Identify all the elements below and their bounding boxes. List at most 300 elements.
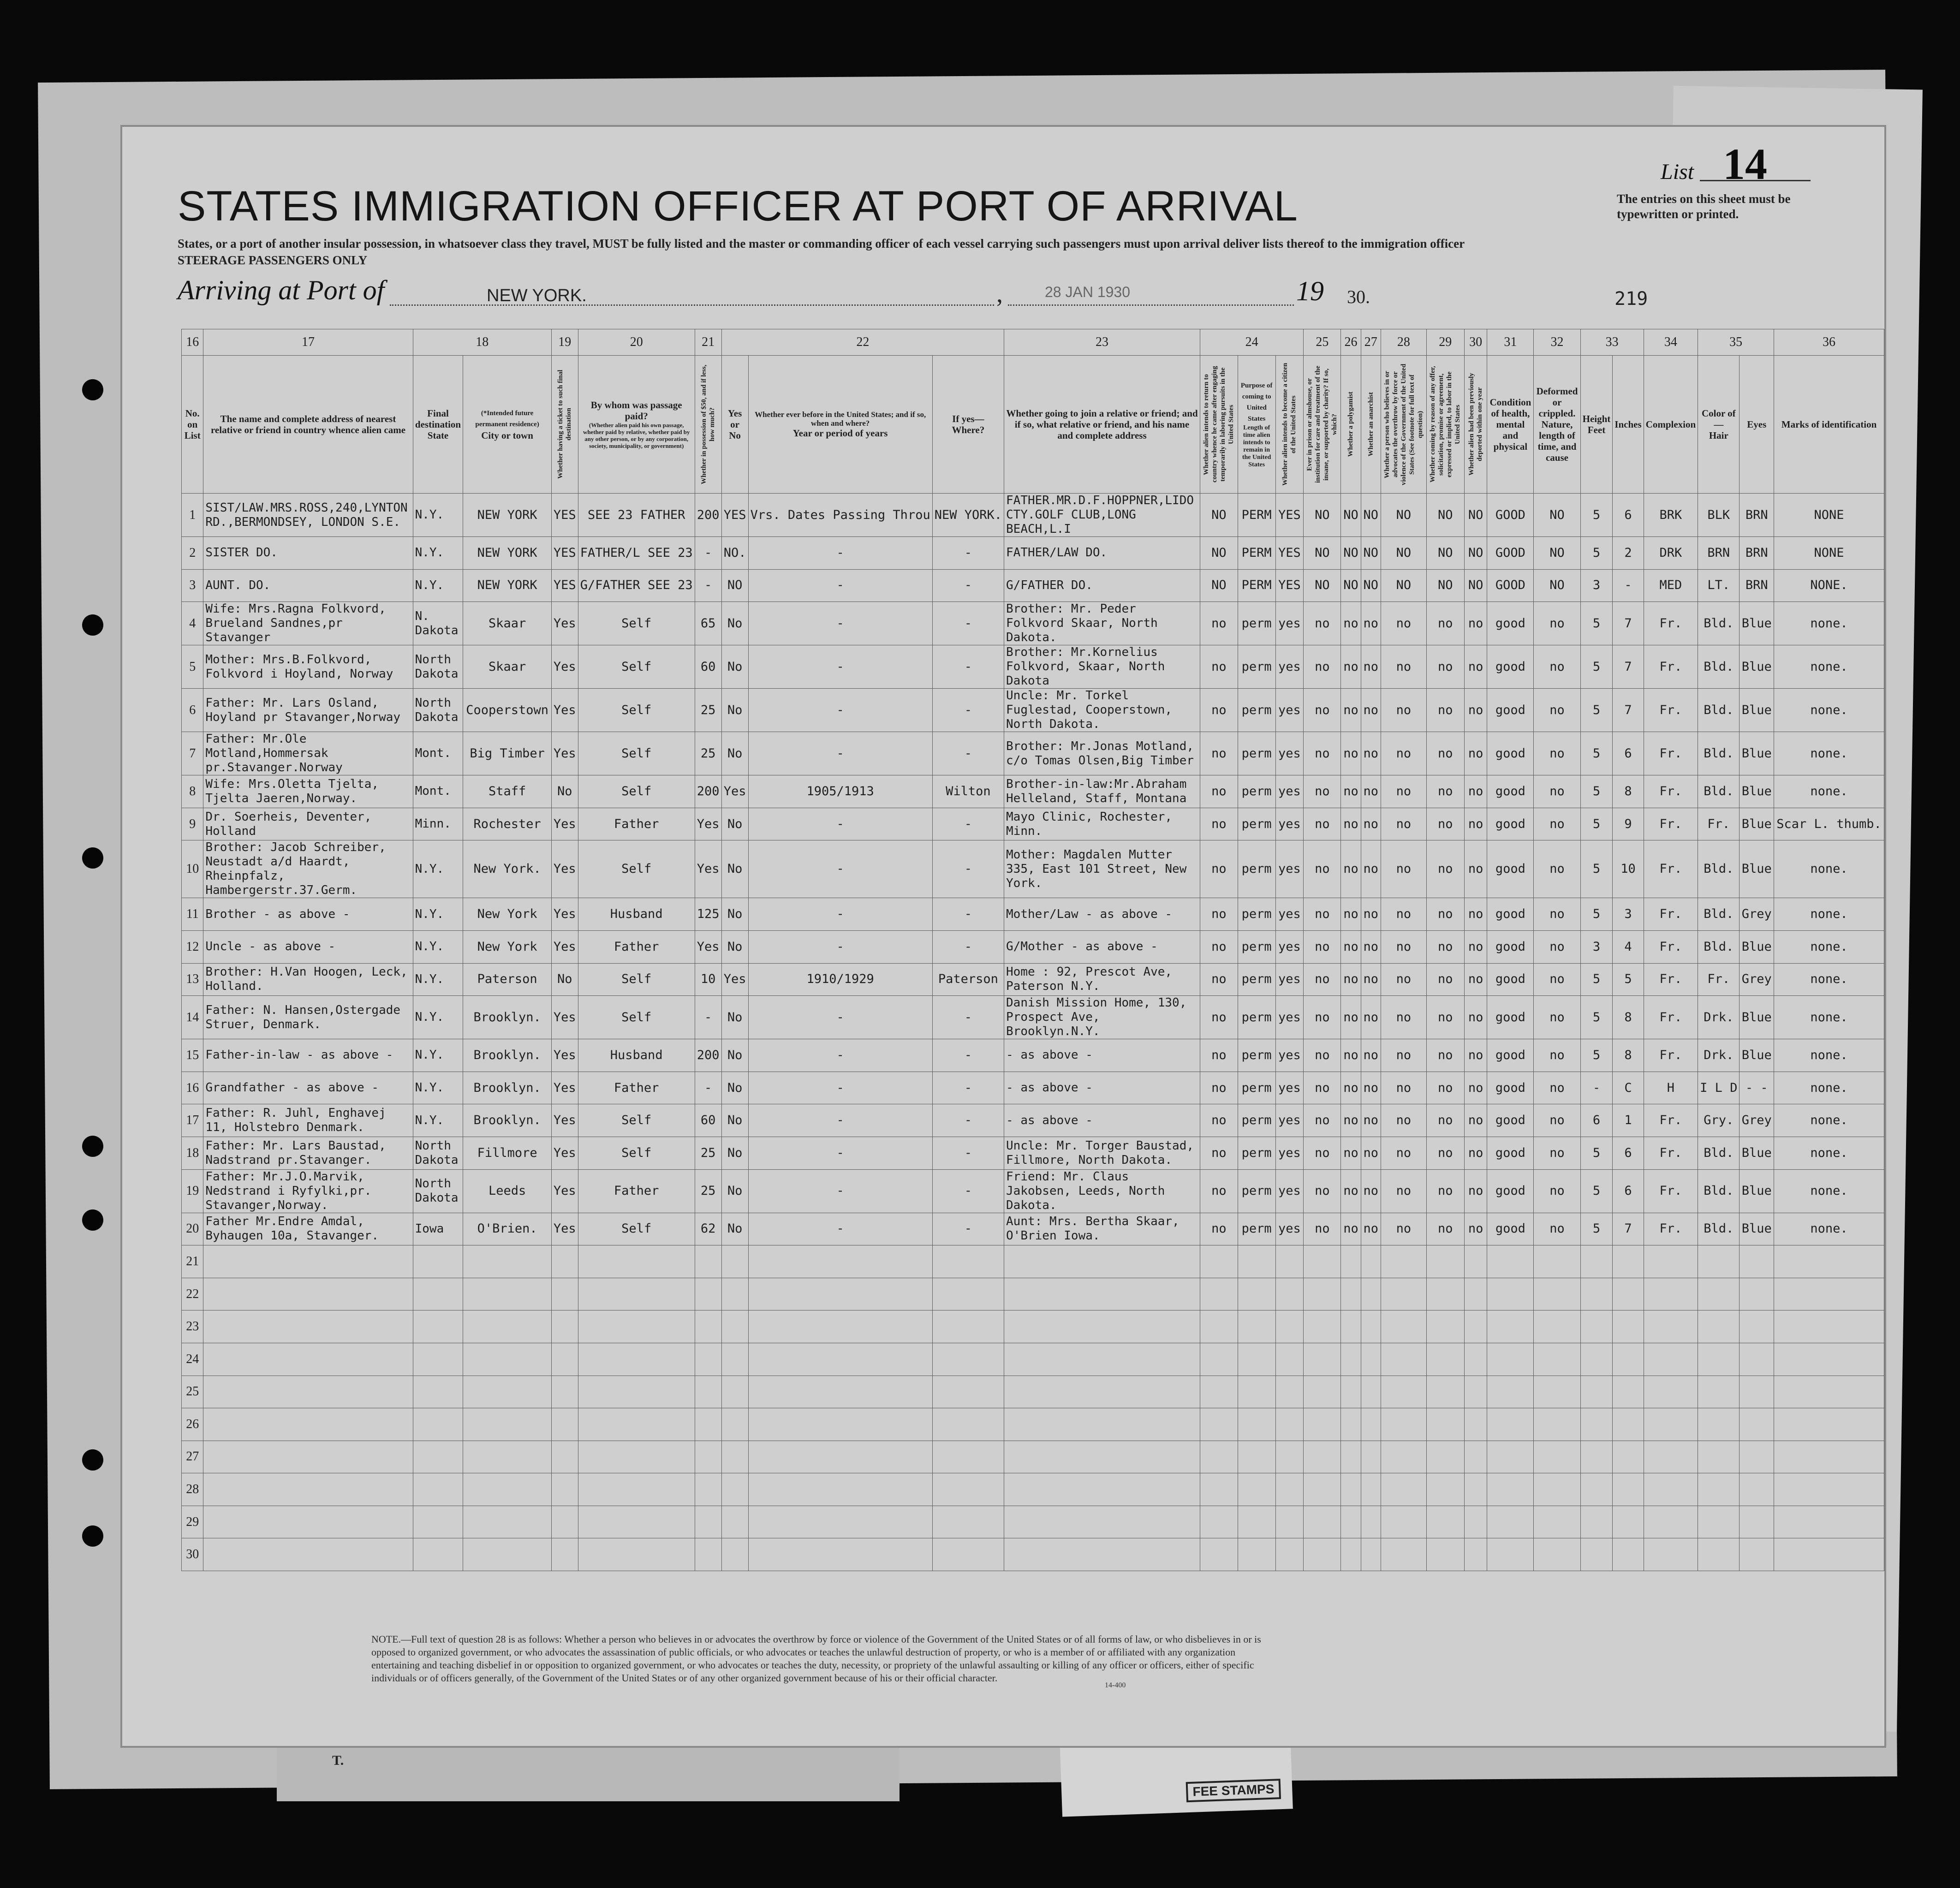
cell-c27 [1361,1310,1381,1343]
cell-deformed: no [1534,689,1580,732]
cell-ticket [551,1441,578,1473]
row-number: 6 [182,689,203,732]
header-purpose-a [1200,356,1238,494]
cell-join [1004,1376,1200,1408]
cell-period: - [748,689,932,732]
intro-text [178,235,1585,268]
row-number: 23 [182,1310,203,1343]
cell-city [463,1343,551,1376]
cell-relative: AUNT. DO. [203,569,413,602]
cell-period: - [748,602,932,645]
cell-city [463,1408,551,1441]
cell-deformed: no [1534,840,1580,898]
table-row [182,569,1884,602]
cell-state [413,1441,463,1473]
cell-p1: no [1200,775,1238,808]
cell-state [413,1343,463,1376]
cell-p2: perm [1238,963,1275,996]
cell-where: - [932,645,1004,689]
cell-c27: no [1361,996,1381,1039]
cell-eyes [1740,1506,1774,1538]
cell-p3: yes [1275,1104,1304,1137]
cell-state: N.Y. [413,996,463,1039]
row-number: 11 [182,898,203,931]
cell-c29: no [1426,963,1464,996]
cell-paid: Self [578,732,695,775]
cell-ticket: Yes [551,602,578,645]
cell-p2 [1238,1506,1275,1538]
table-row [182,775,1884,808]
cell-c26: no [1341,645,1361,689]
cell-c26: NO [1341,569,1361,602]
cell-marks [1774,1343,1884,1376]
cell-in [1613,1278,1644,1310]
row-number: 13 [182,963,203,996]
cell-p1: no [1200,996,1238,1039]
cell-c28: no [1381,602,1426,645]
cell-p1 [1200,1473,1238,1506]
cell-hair: Bld. [1698,689,1740,732]
cell-hair: Bld. [1698,732,1740,775]
cell-money: 125 [695,898,721,931]
cell-hair: I L D [1698,1072,1740,1104]
cell-c27: no [1361,1104,1381,1137]
cell-p3: yes [1275,732,1304,775]
table-row [182,1245,1884,1278]
cell-c29: no [1426,1039,1464,1072]
cell-state: N.Y. [413,898,463,931]
header-yes-no [721,356,748,494]
header-joining: Whether going to join a relative or friend; and if so, what relative or friend, and his name and complete address [1004,356,1200,494]
cell-join: - as above - [1004,1072,1200,1104]
cell-deformed: no [1534,1039,1580,1072]
cell-eyes [1740,1408,1774,1441]
header-relative: The name and complete address of nearest relative or friend in country whence alien came [203,356,413,494]
table-row [182,1538,1884,1571]
cell-c28 [1381,1506,1426,1538]
header-marks: Marks of identification [1774,356,1884,494]
cell-ft [1580,1538,1613,1571]
header-anarchist-text: Whether an anarchist [1367,392,1375,457]
cell-relative: Father-in-law - as above - [203,1039,413,1072]
cell-p2: perm [1238,930,1275,963]
row-number: 8 [182,775,203,808]
cell-c29 [1426,1376,1464,1408]
cell-complexion: Fr. [1644,732,1698,775]
cell-before [721,1278,748,1310]
cell-p2: PERM [1238,494,1275,537]
cell-complexion: Fr. [1644,996,1698,1039]
cell-c27 [1361,1278,1381,1310]
col-num: 25 [1304,329,1341,356]
cell-ft: 5 [1580,1169,1613,1213]
cell-p3: yes [1275,930,1304,963]
cell-c26: no [1341,1137,1361,1169]
cell-p3: yes [1275,898,1304,931]
cell-c28: no [1381,1137,1426,1169]
row-number: 27 [182,1441,203,1473]
cell-hair: Bld. [1698,645,1740,689]
cell-c30 [1464,1245,1487,1278]
cell-state [413,1473,463,1506]
cell-where [932,1310,1004,1343]
cell-c27: no [1361,1039,1381,1072]
cell-p3: yes [1275,808,1304,840]
cell-period: - [748,569,932,602]
cell-c27: NO [1361,494,1381,537]
cell-marks [1774,1506,1884,1538]
cell-period [748,1245,932,1278]
cell-c30: no [1464,1137,1487,1169]
cell-before: No [721,808,748,840]
punch-hole [82,847,103,869]
header-where-text: Where? [952,424,985,435]
cell-c27: no [1361,930,1381,963]
cell-p3: yes [1275,1169,1304,1213]
cell-in [1613,1310,1644,1343]
scrap-letter: T. [332,1753,344,1768]
cell-city [463,1473,551,1506]
cell-c26: no [1341,1104,1361,1137]
cell-before: No [721,840,748,898]
typewritten-note: The entries on this sheet must be typewritten or printed. [1617,192,1791,221]
cell-c28: no [1381,1039,1426,1072]
cell-relative: Father: R. Juhl, Enghavej 11, Holstebro Denmark. [203,1104,413,1137]
cell-p1: no [1200,1213,1238,1245]
cell-in: 2 [1613,537,1644,570]
cell-before: No [721,996,748,1039]
cell-where [932,1538,1004,1571]
cell-hair: Fr. [1698,963,1740,996]
cell-deformed: no [1534,1169,1580,1213]
cell-deformed: no [1534,732,1580,775]
cell-period: - [748,840,932,898]
cell-c27 [1361,1441,1381,1473]
cell-money: 60 [695,1104,721,1137]
cell-ft [1580,1245,1613,1278]
cell-in: C [1613,1072,1644,1104]
cell-marks: none. [1774,898,1884,931]
cell-complexion [1644,1343,1698,1376]
cell-state: N.Y. [413,840,463,898]
table-row [182,537,1884,570]
cell-money: Yes [695,930,721,963]
cell-eyes: Blue [1740,775,1774,808]
cell-p1: no [1200,1039,1238,1072]
cell-c29: no [1426,930,1464,963]
arrival-date-stamp: 28 JAN 1930 [1045,284,1131,300]
cell-period: - [748,1213,932,1245]
cell-p3 [1275,1473,1304,1506]
cell-join: G/FATHER DO. [1004,569,1200,602]
cell-period [748,1278,932,1310]
header-health: Condition of health, mental and physical [1487,356,1534,494]
cell-c25 [1304,1376,1341,1408]
cell-c26: no [1341,602,1361,645]
cell-where: - [932,1072,1004,1104]
cell-c29: NO [1426,569,1464,602]
cell-p1 [1200,1408,1238,1441]
cell-relative: Father: Mr.Ole Motland,Hommersak pr.Stavanger.Norway [203,732,413,775]
cell-where: NEW YORK. [932,494,1004,537]
cell-eyes: BRN [1740,537,1774,570]
cell-join: Friend: Mr. Claus Jakobsen, Leeds, North Dakota. [1004,1169,1200,1213]
cell-c26: no [1341,1039,1361,1072]
cell-relative: Father: Mr. Lars Baustad, Nadstrand pr.Stavanger. [203,1137,413,1169]
cell-money [695,1245,721,1278]
cell-money: 25 [695,689,721,732]
cell-c25: no [1304,1169,1341,1213]
cell-p2: perm [1238,840,1275,898]
cell-relative: Grandfather - as above - [203,1072,413,1104]
cell-p2: perm [1238,732,1275,775]
cell-p3: yes [1275,1213,1304,1245]
cell-health [1487,1538,1534,1571]
col-num: 30 [1464,329,1487,356]
header-q28 [1381,356,1426,494]
cell-hair: Bld. [1698,602,1740,645]
cell-before: No [721,1104,748,1137]
cell-c30: no [1464,775,1487,808]
cell-period: - [748,996,932,1039]
header-deformed: Deformed or crippled. Nature, length of time, and cause [1534,356,1580,494]
cell-p1: no [1200,1137,1238,1169]
cell-eyes [1740,1441,1774,1473]
cell-where: - [932,996,1004,1039]
cell-paid [578,1441,695,1473]
cell-eyes [1740,1538,1774,1571]
cell-ticket: No [551,775,578,808]
cell-c25 [1304,1441,1341,1473]
cell-state: North Dakota [413,1169,463,1213]
cell-c30: no [1464,732,1487,775]
header-ticket-text: Whether having a ticket to such final destination [557,369,573,479]
cell-c29 [1426,1245,1464,1278]
cell-c29 [1426,1538,1464,1571]
cell-c30: no [1464,1039,1487,1072]
cell-join: Brother-in-law:Mr.Abraham Helleland, Staff, Montana [1004,775,1200,808]
cell-state: N.Y. [413,1104,463,1137]
cell-c30: no [1464,689,1487,732]
cell-c27 [1361,1473,1381,1506]
cell-paid: Self [578,689,695,732]
cell-hair: Bld. [1698,1213,1740,1245]
cell-hair [1698,1538,1740,1571]
cell-paid [578,1506,695,1538]
cell-p1: no [1200,808,1238,840]
cell-c28 [1381,1310,1426,1343]
cell-in: 5 [1613,963,1644,996]
cell-in: 9 [1613,808,1644,840]
cell-complexion [1644,1473,1698,1506]
cell-c28 [1381,1441,1426,1473]
cell-state: Iowa [413,1213,463,1245]
cell-paid: Father [578,1169,695,1213]
cell-p1 [1200,1376,1238,1408]
cell-deformed [1534,1473,1580,1506]
cell-money: - [695,1072,721,1104]
cell-c30: no [1464,1072,1487,1104]
cell-health: good [1487,732,1534,775]
cell-ft: 5 [1580,1137,1613,1169]
cell-p1: NO [1200,537,1238,570]
cell-join [1004,1343,1200,1376]
page-title: STATES IMMIGRATION OFFICER AT PORT OF ARRIVAL [178,183,1298,230]
cell-join: FATHER/LAW DO. [1004,537,1200,570]
cell-before: No [721,732,748,775]
cell-hair [1698,1343,1740,1376]
cell-health [1487,1473,1534,1506]
cell-city: New York [463,930,551,963]
cell-health [1487,1310,1534,1343]
cell-period [748,1473,932,1506]
cell-money: - [695,569,721,602]
cell-deformed [1534,1506,1580,1538]
cell-relative: Brother: Jacob Schreiber, Neustadt a/d Haardt, Rheinpfalz, Hambergerstr.37.Germ. [203,840,413,898]
cell-paid [578,1310,695,1343]
header-paid-by-text: By whom was passage paid? [590,399,682,422]
cell-marks: none. [1774,1072,1884,1104]
header-purpose-b [1238,356,1275,494]
row-number: 22 [182,1278,203,1310]
cell-deformed: no [1534,808,1580,840]
col-num: 27 [1361,329,1381,356]
cell-ticket: Yes [551,840,578,898]
cell-c26: no [1341,808,1361,840]
cell-complexion [1644,1310,1698,1343]
cell-ft: 6 [1580,1104,1613,1137]
cell-c27: NO [1361,569,1381,602]
cell-deformed: no [1534,1104,1580,1137]
cell-relative: SISTER DO. [203,537,413,570]
cell-marks: none. [1774,1213,1884,1245]
cell-p3: yes [1275,602,1304,645]
cell-before: No [721,1072,748,1104]
header-purpose-b-text: Length of time alien intends to remain in the United States [1242,424,1271,468]
cell-p1 [1200,1506,1238,1538]
header-q29 [1426,356,1464,494]
cell-money [695,1310,721,1343]
cell-c29: no [1426,689,1464,732]
row-number: 9 [182,808,203,840]
cell-p2: perm [1238,602,1275,645]
cell-ticket [551,1245,578,1278]
cell-before [721,1376,748,1408]
cell-complexion: Fr. [1644,602,1698,645]
cell-c28: no [1381,840,1426,898]
cell-c26: NO [1341,537,1361,570]
cell-c28 [1381,1538,1426,1571]
cell-c28: NO [1381,569,1426,602]
cell-c28 [1381,1278,1426,1310]
cell-c28: no [1381,1104,1426,1137]
cell-join [1004,1245,1200,1278]
cell-c30 [1464,1441,1487,1473]
row-number: 4 [182,602,203,645]
cell-eyes: Blue [1740,602,1774,645]
cell-city: NEW YORK [463,537,551,570]
cell-city [463,1310,551,1343]
cell-c27: no [1361,689,1381,732]
cell-before [721,1441,748,1473]
col-num: 21 [695,329,721,356]
cell-c25 [1304,1278,1341,1310]
cell-p1: no [1200,689,1238,732]
date-line [1008,304,1294,306]
cell-state: North Dakota [413,645,463,689]
cell-period [748,1506,932,1538]
cell-in [1613,1376,1644,1408]
cell-complexion: Fr. [1644,1213,1698,1245]
column-number-row [182,329,1884,356]
cell-ticket: Yes [551,808,578,840]
cell-p1 [1200,1310,1238,1343]
cell-before [721,1245,748,1278]
cell-relative: Mother: Mrs.B.Folkvord, Folkvord i Hoyland, Norway [203,645,413,689]
table-row [182,1169,1884,1213]
cell-c25 [1304,1538,1341,1571]
cell-eyes [1740,1473,1774,1506]
cell-c26 [1341,1310,1361,1343]
cell-marks: none. [1774,1137,1884,1169]
cell-c25 [1304,1245,1341,1278]
cell-before: Yes [721,775,748,808]
cell-c26 [1341,1506,1361,1538]
cell-money: 60 [695,645,721,689]
cell-deformed: NO [1534,569,1580,602]
col-num: 24 [1200,329,1303,356]
cell-p1 [1200,1441,1238,1473]
cell-deformed [1534,1310,1580,1343]
cell-where [932,1408,1004,1441]
cell-before [721,1538,748,1571]
cell-join [1004,1408,1200,1441]
cell-c25: no [1304,689,1341,732]
cell-hair: Gry. [1698,1104,1740,1137]
col-num: 22 [721,329,1004,356]
cell-health: good [1487,1137,1534,1169]
cell-join: - as above - [1004,1039,1200,1072]
punch-hole [82,1525,103,1547]
cell-c25: no [1304,645,1341,689]
cell-period: - [748,1072,932,1104]
cell-p1 [1200,1343,1238,1376]
row-number: 2 [182,537,203,570]
header-q30 [1464,356,1487,494]
cell-where [932,1441,1004,1473]
cell-c26: no [1341,840,1361,898]
cell-c25 [1304,1473,1341,1506]
cell-ticket [551,1408,578,1441]
cell-join [1004,1441,1200,1473]
cell-c25: no [1304,602,1341,645]
cell-eyes [1740,1245,1774,1278]
cell-before [721,1343,748,1376]
cell-deformed [1534,1376,1580,1408]
row-number: 7 [182,732,203,775]
cell-city: New York [463,898,551,931]
cell-ft: 5 [1580,602,1613,645]
cell-relative: Brother - as above - [203,898,413,931]
cell-c29: no [1426,1072,1464,1104]
cell-money: Yes [695,840,721,898]
cell-money [695,1343,721,1376]
cell-c26: no [1341,775,1361,808]
cell-money [695,1473,721,1506]
cell-ticket: Yes [551,1039,578,1072]
cell-relative [203,1343,413,1376]
cell-deformed: no [1534,1137,1580,1169]
